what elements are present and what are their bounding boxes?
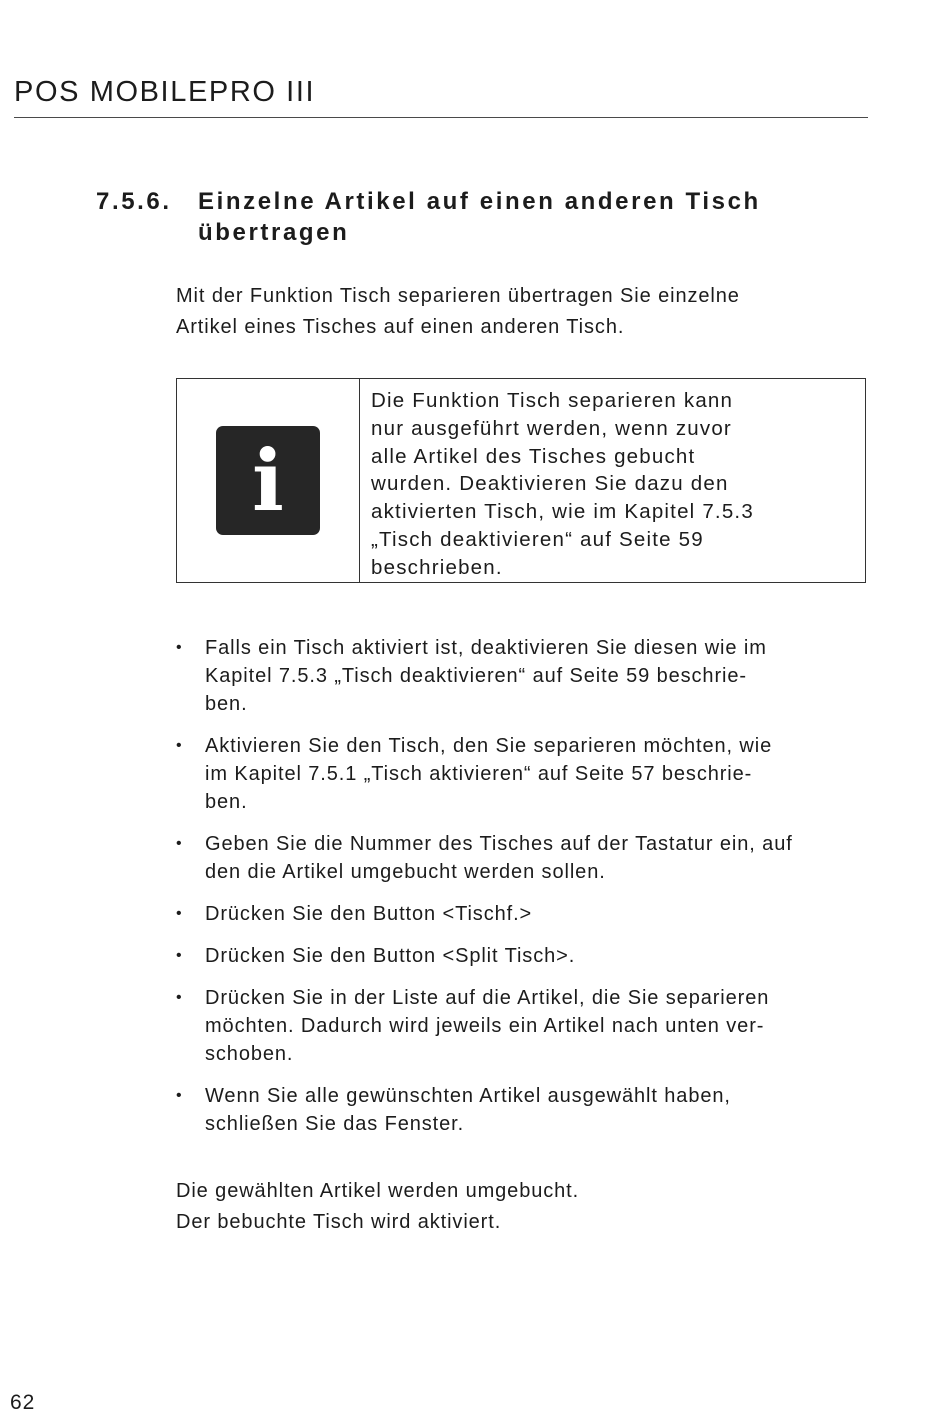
- list-item: [176, 1082, 868, 1138]
- info-note-line: alle Artikel des Tisches gebucht: [371, 444, 696, 468]
- list-item-line: Kapitel 7.5.3 „Tisch deaktivieren“ auf Seite 59 beschrie-: [205, 665, 747, 687]
- list-item-line: den die Artikel umgebucht werden sollen.: [205, 861, 606, 883]
- section-heading: [198, 186, 858, 248]
- list-item: [176, 634, 868, 718]
- list-item-line: Geben Sie die Nummer des Tisches auf der Tastatur ein, auf: [205, 833, 793, 855]
- list-item-text: [205, 830, 868, 886]
- info-note-line: aktivierten Tisch, wie im Kapitel 7.5.3: [371, 500, 754, 524]
- intro-line: Mit der Funktion Tisch separieren übertragen Sie einzelne: [176, 285, 740, 307]
- list-item-line: Aktivieren Sie den Tisch, den Sie separieren möchten, wie: [205, 735, 773, 757]
- info-note-box: [176, 378, 866, 583]
- bullet-icon: •: [176, 905, 183, 922]
- list-item-line: im Kapitel 7.5.1 „Tisch aktivieren“ auf Seite 57 beschrie-: [205, 763, 753, 785]
- list-item-line: Drücken Sie den Button <Tischf.>: [205, 903, 533, 925]
- bullet-icon: •: [176, 639, 183, 656]
- intro-paragraph: [176, 281, 866, 342]
- list-item-text: [205, 942, 868, 970]
- list-item: [176, 900, 868, 928]
- section-heading-line: Einzelne Artikel auf einen anderen Tisch: [198, 188, 761, 215]
- list-item-text: [205, 1082, 868, 1138]
- list-item-text: [205, 900, 868, 928]
- header-divider: [14, 117, 868, 118]
- result-line: Der bebuchte Tisch wird aktiviert.: [176, 1210, 502, 1233]
- info-note-line: wurden. Deaktivieren Sie dazu den: [371, 472, 729, 496]
- list-item-text: [205, 984, 868, 1068]
- bullet-icon: •: [176, 947, 183, 964]
- list-item: [176, 984, 868, 1068]
- bullet-icon: •: [176, 989, 183, 1006]
- bullet-icon: •: [176, 737, 183, 754]
- info-note-line: beschrieben.: [371, 555, 503, 579]
- result-paragraph: [176, 1176, 866, 1237]
- section-heading-line: übertragen: [198, 219, 350, 246]
- list-item: [176, 830, 868, 886]
- list-item-line: Drücken Sie den Button <Split Tisch>.: [205, 945, 576, 967]
- list-item-line: Wenn Sie alle gewünschten Artikel ausgewählt haben,: [205, 1085, 731, 1107]
- info-icon: i: [216, 426, 320, 535]
- list-item: [176, 732, 868, 816]
- info-note-line: nur ausgeführt werden, wenn zuvor: [371, 416, 732, 440]
- document-header-title: POS MOBILEPRO III: [14, 76, 316, 108]
- list-item-text: [205, 732, 868, 816]
- list-item-line: schoben.: [205, 1043, 294, 1065]
- list-item-text: [205, 634, 868, 718]
- instruction-list: [176, 634, 868, 1152]
- bullet-icon: •: [176, 1087, 183, 1104]
- list-item-line: ben.: [205, 791, 248, 813]
- list-item-line: Falls ein Tisch aktiviert ist, deaktivieren Sie diesen wie im: [205, 637, 767, 659]
- intro-line: Artikel eines Tisches auf einen anderen Tisch.: [176, 315, 625, 338]
- list-item-line: Drücken Sie in der Liste auf die Artikel, die Sie separieren: [205, 987, 770, 1009]
- list-item: [176, 942, 868, 970]
- bullet-icon: •: [176, 835, 183, 852]
- result-line: Die gewählten Artikel werden umgebucht.: [176, 1180, 580, 1202]
- section-number: 7.5.6.: [96, 188, 172, 215]
- info-note-text: [360, 379, 865, 582]
- info-icon-cell: [177, 379, 360, 582]
- list-item-line: ben.: [205, 693, 248, 715]
- list-item-line: schließen Sie das Fenster.: [205, 1113, 465, 1135]
- page-number: 62: [10, 1391, 36, 1414]
- info-note-line: „Tisch deaktivieren“ auf Seite 59: [371, 527, 704, 551]
- info-note-line: Die Funktion Tisch separieren kann: [371, 389, 734, 412]
- list-item-line: möchten. Dadurch wird jeweils ein Artikel nach unten ver-: [205, 1015, 765, 1037]
